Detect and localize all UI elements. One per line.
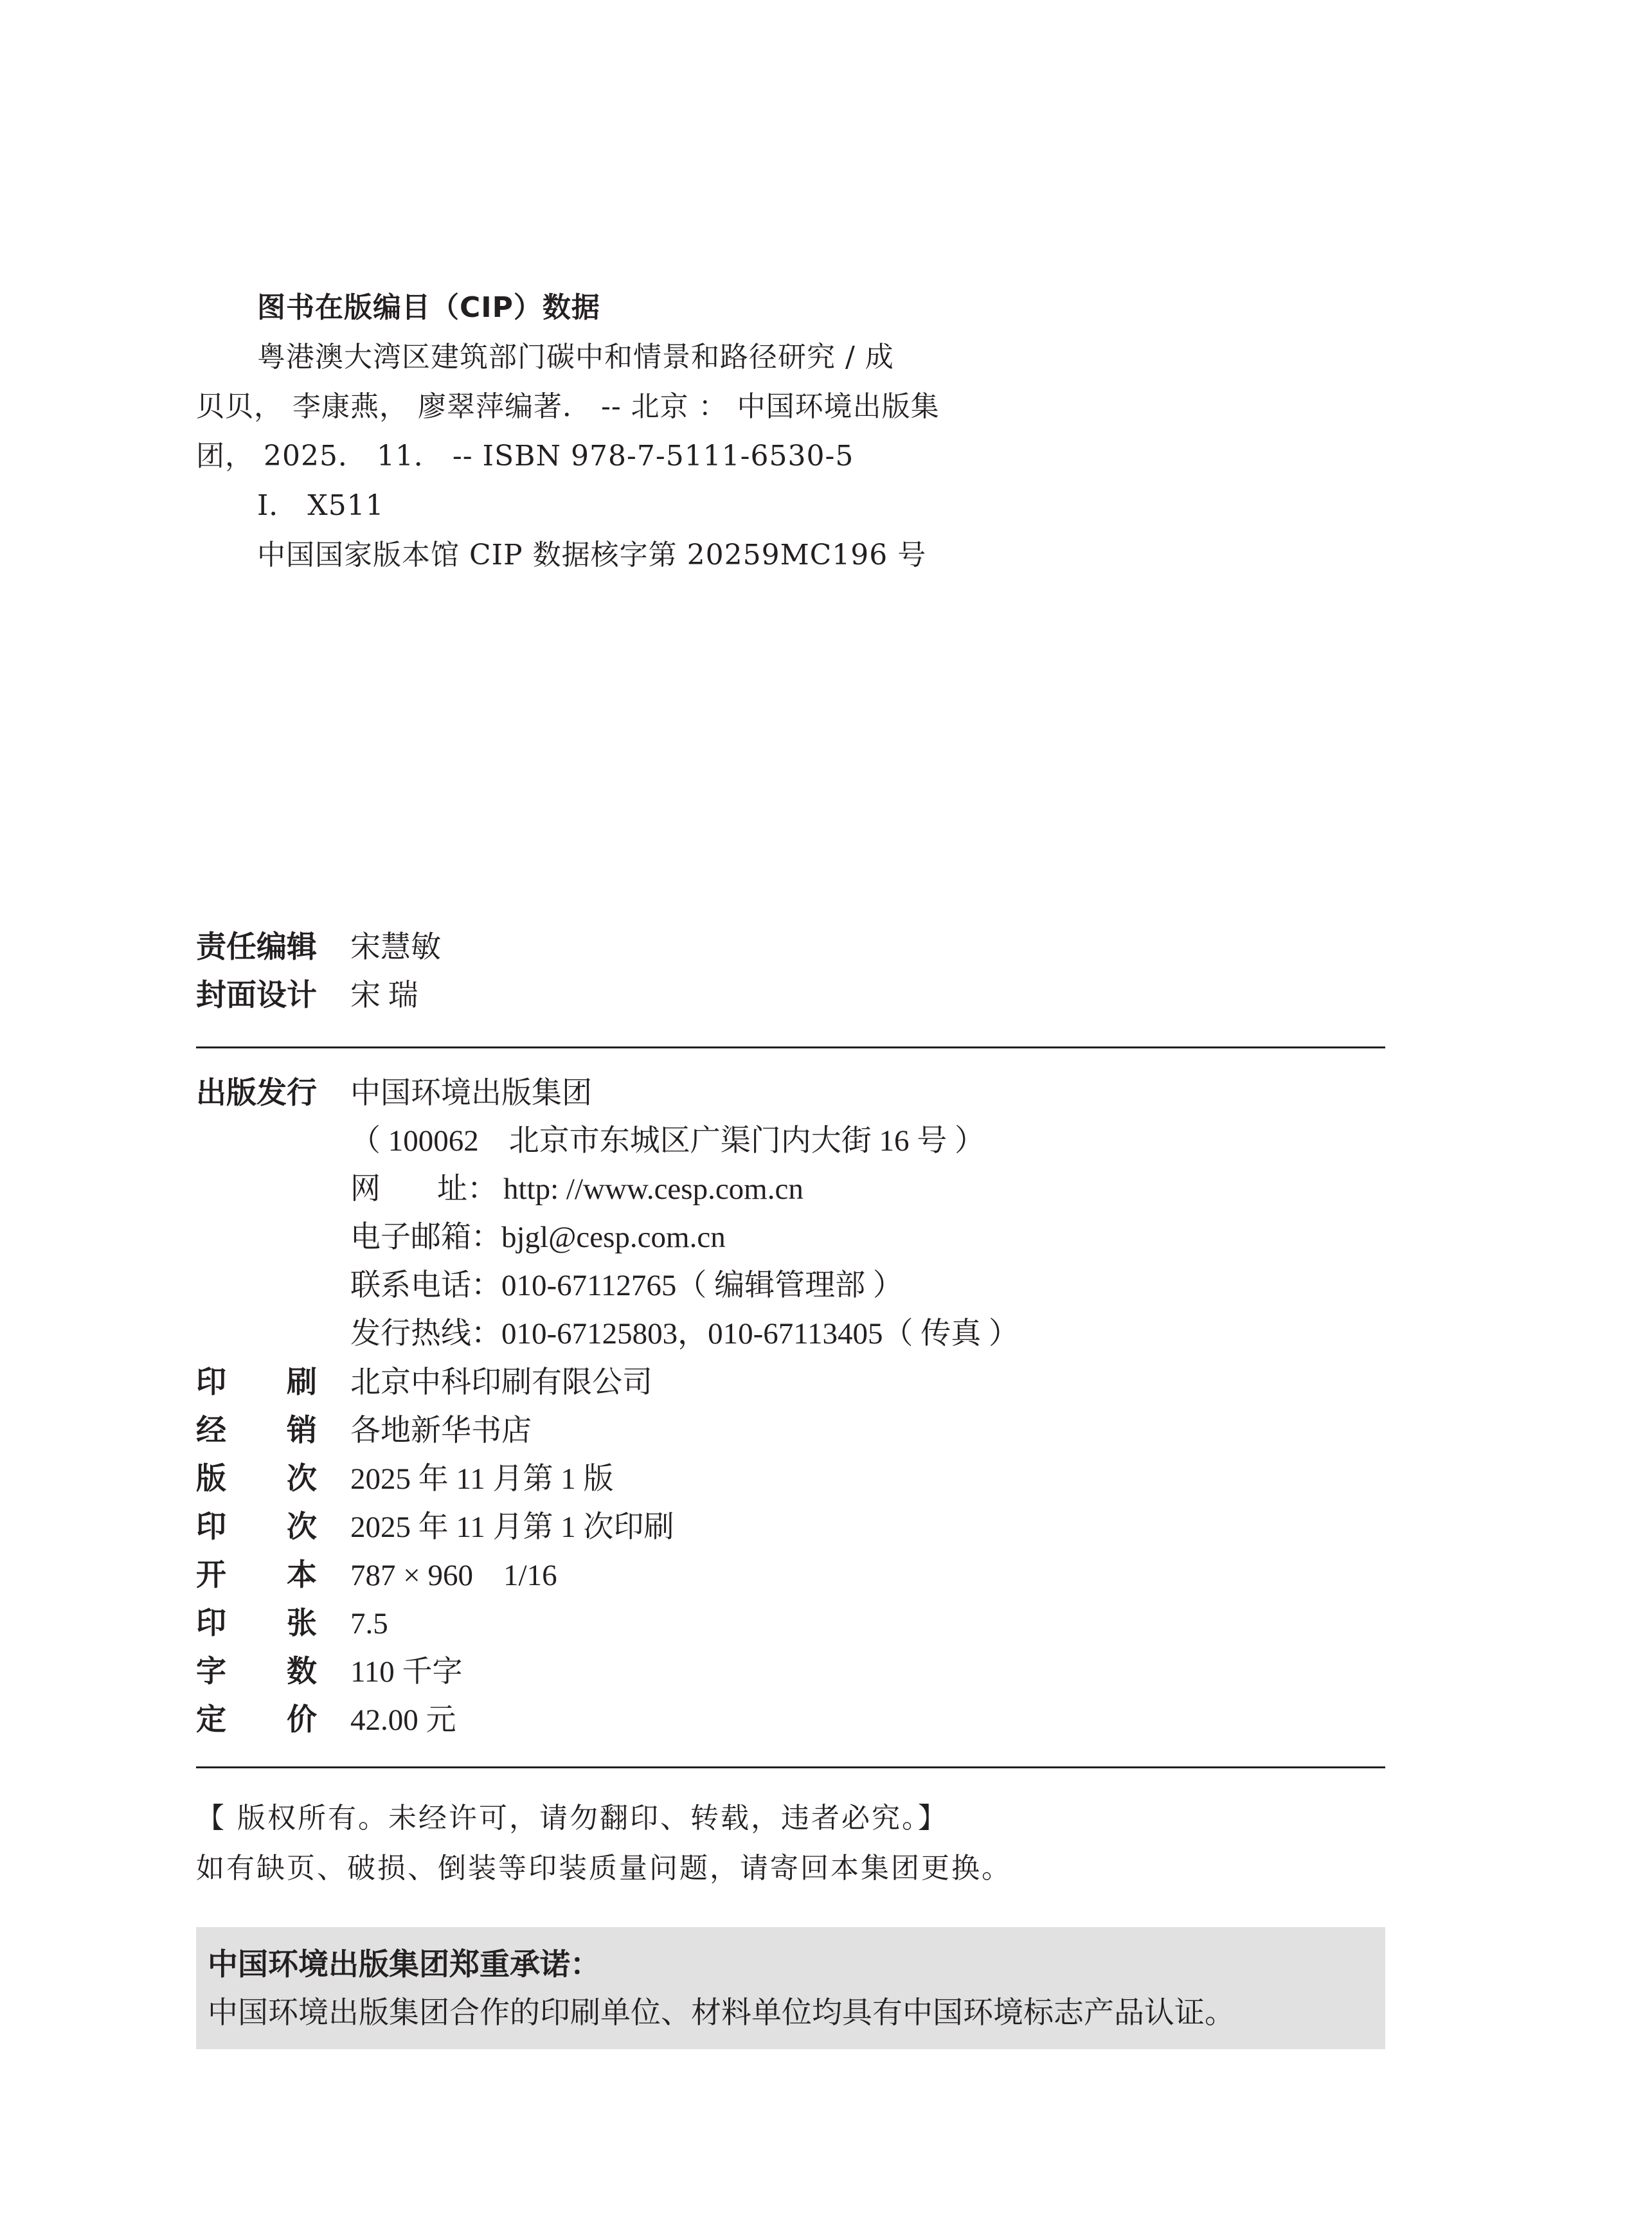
spec-value: 2025 年 11 月第 1 版 [350, 1462, 614, 1496]
spec-label: 字 数 [196, 1654, 317, 1689]
hotline-value: 010-67125803，010-67113405（ 传真 ） [501, 1317, 1019, 1351]
spec-value: 北京中科印刷有限公司 [350, 1366, 652, 1399]
phone-label: 联系电话： [350, 1269, 501, 1302]
cip-title: 图书在版编目（CIP）数据 [257, 291, 600, 324]
cip-line-2: 贝贝， 李康燕， 廖翠萍编著． -- 北京 ： 中国环境出版集 [196, 390, 940, 423]
cover-designer-label: 封面设计 [196, 978, 317, 1013]
email-label: 电子邮箱： [350, 1221, 501, 1254]
cip-line-5: 中国国家版本馆 CIP 数据核字第 20259MC196 号 [257, 539, 927, 571]
website-url[interactable]: http: //www.cesp.com.cn [503, 1172, 804, 1206]
spec-label: 印 张 [196, 1606, 317, 1641]
spec-value: 7.5 [350, 1607, 388, 1640]
spec-label: 定 价 [196, 1702, 317, 1737]
spec-label: 经 销 [196, 1413, 317, 1448]
cip-line-3: 团， 2025． 11． -- ISBN 978-7-5111-6530-5 [196, 440, 854, 472]
website-row [196, 1165, 1385, 1214]
cover-designer-row [196, 971, 1385, 1019]
divider-top [196, 1046, 1385, 1048]
cip-block [196, 283, 1051, 580]
publisher-block [196, 1069, 1385, 1744]
spec-row-price [196, 1696, 1385, 1744]
spec-value: 2025 年 11 月第 1 次印刷 [350, 1511, 674, 1544]
hotline-label: 发行热线： [350, 1317, 501, 1351]
website-label [350, 1165, 503, 1214]
hotline-row [196, 1310, 1385, 1358]
spec-value: 42.00 元 [350, 1703, 456, 1737]
spec-label: 印 刷 [196, 1365, 317, 1400]
spec-label: 版 次 [196, 1461, 317, 1496]
editor-label: 责任编辑 [196, 929, 317, 965]
cip-line-1: 粤港澳大湾区建筑部门碳中和情景和路径研究 / 成 [257, 341, 894, 373]
publisher-address-row [196, 1117, 1385, 1165]
email-address[interactable]: bjgl@cesp.com.cn [501, 1221, 726, 1254]
spec-row-impression [196, 1503, 1385, 1551]
commitment-box [196, 1927, 1385, 2049]
spec-row-sheets [196, 1599, 1385, 1647]
copyright-notice [196, 1793, 1385, 1894]
spec-row-wordcount [196, 1647, 1385, 1696]
commitment-title: 中国环境出版集团郑重承诺： [208, 1948, 600, 1982]
publisher-label: 出版发行 [196, 1075, 317, 1111]
spec-row-edition [196, 1455, 1385, 1503]
publisher-row [196, 1069, 1385, 1117]
email-row [196, 1214, 1385, 1262]
spec-row-printing [196, 1358, 1385, 1406]
publisher-address: （ 100062 北京市东城区广渠门内大街 16 号 ） [350, 1124, 985, 1158]
website-label-b: 址： [437, 1172, 498, 1206]
credits-block [196, 923, 1385, 1019]
spec-value: 各地新华书店 [350, 1414, 532, 1448]
cover-designer-value: 宋 瑞 [350, 979, 418, 1012]
copyright-line-1: 【 版权所有。未经许可，请勿翻印、转载，违者必究。】 [196, 1802, 948, 1835]
spec-row-format [196, 1551, 1385, 1599]
phone-value: 010-67112765（ 编辑管理部 ） [501, 1269, 903, 1302]
website-label-a: 网 [350, 1172, 381, 1206]
editor-row [196, 923, 1385, 971]
publisher-name: 中国环境出版集团 [350, 1077, 592, 1110]
spec-value: 787 × 960 1/16 [350, 1559, 557, 1592]
commitment-text: 中国环境出版集团合作的印刷单位、材料单位均具有中国环境标志产品认证。 [208, 1997, 1235, 2030]
spec-value: 110 千字 [350, 1655, 463, 1689]
divider-bottom [196, 1766, 1385, 1768]
spec-label: 开 本 [196, 1557, 317, 1593]
copyright-line-2: 如有缺页、破损、倒装等印装质量问题，请寄回本集团更换。 [196, 1852, 1012, 1885]
spec-row-distribution [196, 1406, 1385, 1455]
spec-label: 印 次 [196, 1509, 317, 1545]
phone-row [196, 1262, 1385, 1310]
editor-value: 宋慧敏 [350, 931, 441, 964]
cip-line-4: Ⅰ． X511 [257, 489, 384, 522]
